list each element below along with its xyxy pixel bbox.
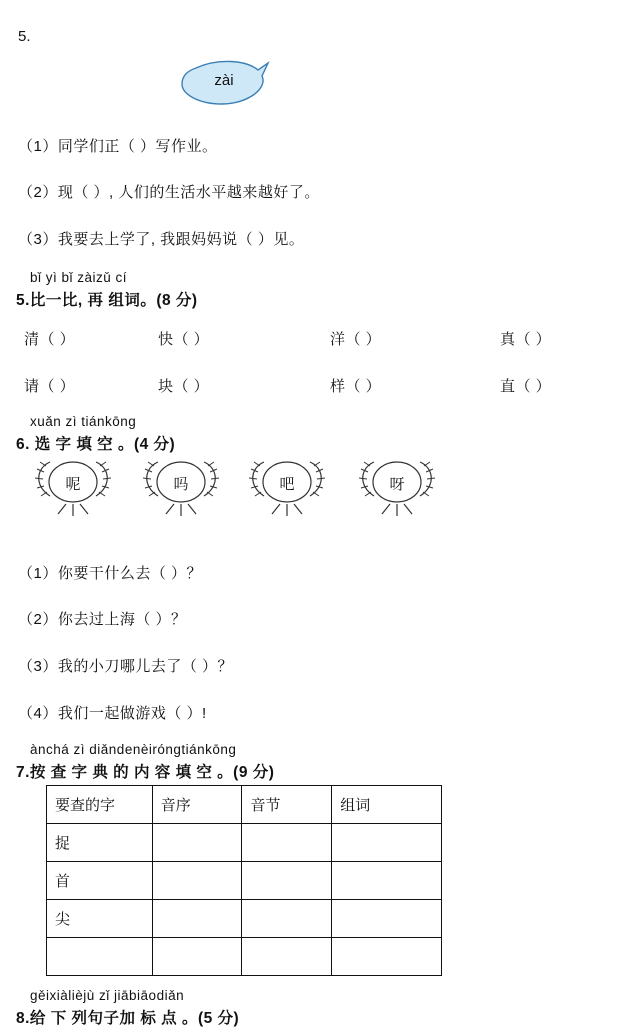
fill-sentence-2: （2）现（ ）, 人们的生活水平越来越好了。 [18, 184, 320, 201]
table-cell-char: 首 [47, 862, 153, 900]
section5-pinyin: bǐ yì bǐ zàizǔ cí [30, 270, 128, 285]
choice-label-1: 呢 [65, 476, 81, 493]
dictionary-table [46, 785, 442, 976]
table-header-cell: 组词 [332, 786, 442, 824]
section6-sentence-2: （2）你去过上海（ ）？ [18, 611, 187, 628]
table-row [47, 862, 442, 900]
section6-sentence-3: （3）我的小刀哪儿去了（ ）？ [18, 658, 234, 675]
table-cell-blank[interactable] [242, 938, 332, 976]
section5-r1-c1: 清（ ） [24, 331, 76, 348]
table-cell-blank[interactable] [152, 900, 242, 938]
table-cell-blank[interactable] [332, 900, 442, 938]
table-cell-blank[interactable] [332, 862, 442, 900]
section5-r2-c1: 请（ ） [24, 378, 76, 395]
section7-heading: 7.按 查 字 典 的 内 容 填 空 。(9 分) [16, 764, 275, 781]
choice-label-2: 吗 [173, 476, 189, 493]
table-cell-blank[interactable] [242, 900, 332, 938]
table-row [47, 824, 442, 862]
table-cell-blank[interactable] [332, 824, 442, 862]
table-cell-blank[interactable] [242, 862, 332, 900]
table-cell-char: 尖 [47, 900, 153, 938]
table-header-cell: 音序 [152, 786, 242, 824]
table-cell-blank[interactable] [152, 862, 242, 900]
table-cell-char: 捉 [47, 824, 153, 862]
section6-sentence-1: （1）你要干什么去（ ）？ [18, 565, 203, 582]
section5-r2-c4: 直（ ） [500, 378, 552, 395]
section5-r1-c3: 洋（ ） [330, 331, 382, 348]
choice-label-4: 呀 [389, 476, 405, 493]
table-cell-blank[interactable] [242, 824, 332, 862]
table-cell-blank[interactable] [152, 824, 242, 862]
fill-sentence-3: （3）我要去上学了, 我跟妈妈说（ ）见。 [18, 231, 305, 248]
section5-r2-c3: 样（ ） [330, 378, 382, 395]
section8-pinyin: gěixiàlièjù zǐ jiābiāodiǎn [30, 988, 185, 1003]
table-cell-blank[interactable] [332, 938, 442, 976]
table-header-cell: 要查的字 [47, 786, 153, 824]
section5-r1-c4: 真（ ） [500, 331, 552, 348]
section6-heading: 6. 选 字 填 空 。(4 分) [16, 436, 176, 453]
section7-pinyin: ànchá zì diǎndenèiróngtiánkōng [30, 742, 237, 757]
section6-pinyin: xuǎn zì tiánkōng [30, 414, 137, 429]
table-header-row [47, 786, 442, 824]
leaf-bubble-label: zài [214, 72, 234, 89]
table-header-cell: 音节 [242, 786, 332, 824]
section5-heading: 5.比一比, 再 组词。(8 分) [16, 292, 198, 309]
table-cell-blank[interactable] [47, 938, 153, 976]
question-number-top: 5. [18, 28, 31, 45]
section5-r2-c2: 块（ ） [158, 378, 210, 395]
section8-heading: 8.给 下 列句子加 标 点 。(5 分) [16, 1010, 240, 1027]
table-cell-blank[interactable] [152, 938, 242, 976]
section6-sentence-4: （4）我们一起做游戏（ ）! [18, 705, 207, 722]
fill-sentence-1: （1）同学们正（ ）写作业。 [18, 138, 218, 155]
section5-r1-c2: 快（ ） [158, 331, 210, 348]
choice-label-3: 吧 [279, 476, 295, 493]
table-row [47, 938, 442, 976]
table-row [47, 900, 442, 938]
